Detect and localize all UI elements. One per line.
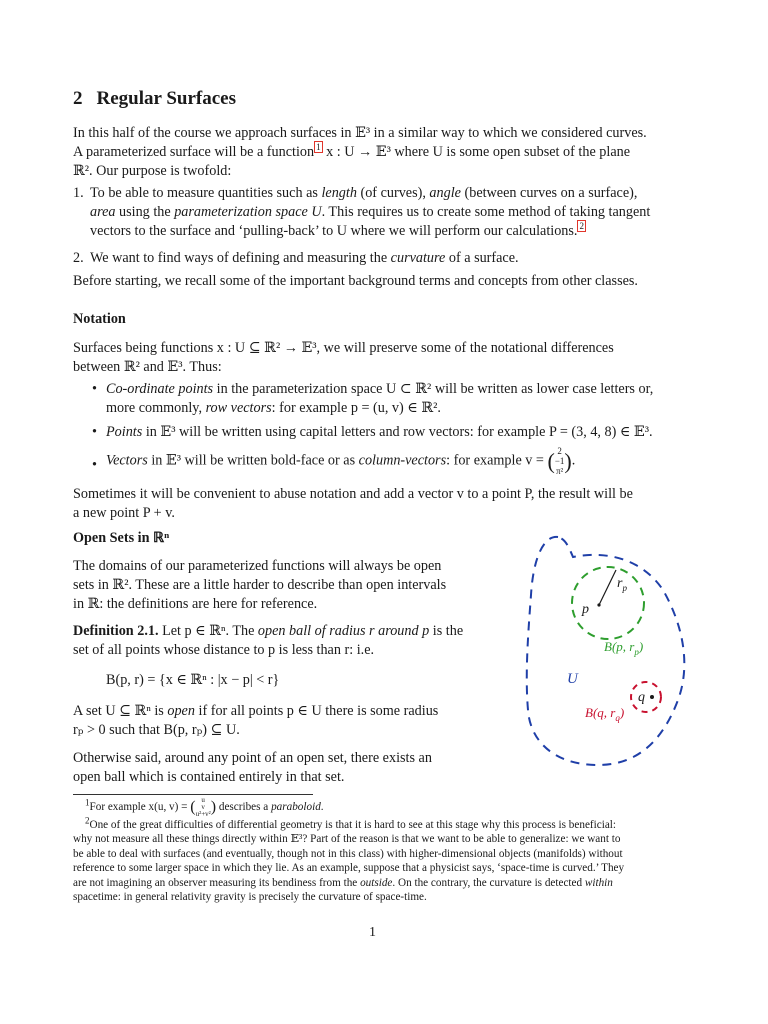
open-set-figure [513, 525, 693, 775]
f1-col-3: u²+v² [195, 810, 211, 818]
item2-curvature: curvature [390, 250, 446, 266]
label-Bq: B(q, $r_q$) [585, 705, 625, 723]
open-def-line-1 [73, 702, 473, 721]
label-U: U [567, 671, 578, 687]
open-def-line-2: rₚ > 0 such that B(p, rₚ) ⊆ U. [73, 722, 240, 738]
def-em: open ball of radius r around p [257, 623, 430, 639]
notation-paragraph [73, 339, 683, 377]
b2-a: in 𝔼³ will be written using capital letters and row vectors: for example P = (3, 4, 8) ∈ 𝔼³. [142, 424, 653, 440]
item1-area: area [90, 204, 116, 220]
point-q [650, 695, 654, 699]
left-paren: ( [547, 448, 555, 474]
col-entry-1: 2 [557, 446, 562, 456]
footnote-2 [73, 815, 683, 904]
label-rp: $r_p$ [617, 576, 627, 593]
abuse-line-1: Sometimes it will be convenient to abuse notation and add a vector v to a point P, the result will be [73, 486, 633, 502]
section-title [73, 88, 236, 110]
item-2-marker: 2. [73, 250, 84, 266]
bullet-icon: • [92, 381, 97, 397]
f1-b: describes a [216, 801, 272, 814]
label-p: p [582, 602, 589, 617]
definition-2-1 [73, 622, 473, 660]
open-line-1: The domains of our parameterized functions will always be open [73, 558, 442, 574]
item1-b: (of curves), [356, 185, 430, 201]
b3-a: in 𝔼³ will be written bold-face or as [147, 452, 359, 469]
item2-a: We want to find ways of defining and measuring the [90, 250, 391, 266]
f2-l5a: are not imagining an observer measuring its bendiness from the [73, 876, 361, 889]
open-def-em: open [167, 703, 195, 719]
b3-em: Vectors [106, 452, 148, 469]
f1-column-vector [196, 797, 211, 818]
item1-param: parameterization space U [174, 204, 322, 220]
f1-left-paren: ( [190, 798, 196, 816]
col-entry-3: π² [555, 466, 564, 476]
intro-closing: Before starting, we recall some of the important background terms and concepts from other classes. [73, 273, 638, 289]
f2-line-4: reference to some larger space in which they lie. As an example, suppose that a physicist says, ‘space-time is curved.’ They [73, 862, 625, 875]
item1-c: (between curves on a surface), [460, 185, 638, 201]
f1-right-paren: ) [210, 798, 217, 816]
footnote-2-mark: 2 [85, 815, 90, 826]
notation-bullet-2 [92, 423, 686, 442]
open-line-2: sets in ℝ². These are a little harder to describe than open intervals [73, 577, 447, 593]
intro-line-2 [73, 143, 683, 162]
def-label: Definition 2.1. [73, 623, 159, 639]
page-number: 1 [369, 925, 376, 940]
f2-l5em: outside [360, 876, 393, 889]
ball-B-q [631, 682, 661, 712]
right-paren: ) [564, 448, 572, 474]
point-p [597, 603, 600, 606]
b1-em: Co-ordinate points [106, 381, 214, 397]
footnote-rule [73, 794, 313, 795]
f2-line-3: be able to deal with surfaces (and eventually, though not in this class) with higher-dimensional objects (manifolds) without [73, 847, 623, 860]
label-q: q [638, 690, 645, 705]
section-title-text: Regular Surfaces [96, 88, 236, 109]
page [73, 0, 678, 1024]
f1-a: For example x(u, v) = [89, 801, 191, 814]
b3-em2: column-vectors [358, 452, 447, 469]
abuse-paragraph [73, 485, 683, 523]
item-1-marker: 1. [73, 185, 84, 201]
radius-rp [599, 570, 616, 605]
item1-length: length [321, 185, 357, 201]
column-vector [555, 446, 565, 476]
abuse-line-2: a new point P + v. [73, 505, 175, 521]
intro-paragraph [73, 124, 683, 181]
b2-em: Points [106, 424, 143, 440]
notation-line-2: between ℝ² and 𝔼³. Thus: [73, 359, 222, 375]
intro-line-2-a: A parameterized surface will be a function [73, 144, 315, 160]
purpose-list [73, 184, 685, 268]
def-line-2: set of all points whose distance to p is less than r: i.e. [73, 642, 375, 658]
notation-bullet-1 [92, 380, 686, 418]
bullet-1-line-1 [106, 380, 686, 399]
def-a: Let p ∈ ℝⁿ. The [158, 623, 258, 639]
bullet-1-line-2 [106, 399, 686, 418]
def-line-1 [73, 622, 473, 641]
notation-list [92, 380, 686, 476]
item1-e: . This requires us to create some method of taking tangent [321, 204, 651, 220]
bullet-icon: • [92, 457, 97, 473]
otherwise-line-2: open ball which is contained entirely in that set. [73, 769, 345, 785]
open-sets-heading: Open Sets in ℝⁿ [73, 530, 170, 546]
ball-formula: B(p, r) = {x ∈ ℝⁿ : |x − p| < r} [106, 672, 280, 688]
col-entry-2: −1 [554, 456, 565, 466]
purpose-item-2 [73, 249, 685, 268]
open-def-b: if for all points p ∈ U there is some radius [194, 703, 439, 719]
item2-b: of a surface. [445, 250, 519, 266]
bullet-2-line [106, 423, 686, 442]
intro-line-2-b: x : U → 𝔼³ where U is some open subset of the plane [322, 144, 631, 160]
notation-bullet-3 [92, 446, 686, 476]
f2-line-6: spacetime: in general relativity gravity is precisely the curvature of space-time. [73, 891, 427, 904]
section-number: 2 [73, 88, 83, 109]
b1-a: in the parameterization space U ⊂ ℝ² will be written as lower case letters or, [213, 381, 654, 397]
def-b: is the [429, 623, 464, 639]
item1-d: using the [115, 204, 175, 220]
open-def-a: A set U ⊆ ℝⁿ is [73, 703, 168, 719]
intro-line-3: ℝ². Our purpose is twofold: [73, 163, 232, 179]
f2-l1: One of the great difficulties of differential geometry is that it is hard to see at this stage why this process is beneficial: [89, 819, 616, 831]
notation-line-1: Surfaces being functions x : U ⊆ ℝ² → 𝔼³, we will preserve some of the notational differences [73, 340, 614, 356]
item1-a: To be able to measure quantities such as [90, 185, 322, 201]
f1-em: paraboloid [271, 801, 321, 814]
item-1-line-2 [90, 203, 685, 222]
item1-angle: angle [429, 185, 461, 201]
notation-heading: Notation [73, 311, 126, 327]
open-set-definition [73, 702, 473, 740]
footnote-1-link[interactable]: 1 [316, 142, 321, 153]
open-sets-paragraph [73, 557, 473, 614]
b1-c: : for example p = (u, v) ∈ ℝ². [271, 400, 441, 416]
bullet-3-line [106, 446, 686, 476]
f1-col-2: v [201, 803, 205, 811]
item-2-line [90, 249, 685, 268]
open-line-3: in ℝ: the definitions are here for reference. [73, 596, 318, 612]
f2-line-2: why not measure all these things directly within 𝔼³? Part of the reason is that we want to be able to generalize: we want to [73, 833, 621, 846]
f2-l5em2: within [584, 876, 613, 889]
b3-b: : for example v = [446, 452, 548, 469]
item-1-line-3 [90, 222, 685, 241]
label-Bp: B(p, $r_p$) [604, 639, 644, 657]
f2-line-1 [73, 815, 683, 832]
f1-end: . [320, 801, 324, 814]
otherwise-line-1: Otherwise said, around any point of an open set, there exists an [73, 750, 432, 766]
item1-f: vectors to the surface and ‘pulling-back’ to U where we will perform our calculations. [90, 223, 578, 239]
footnote-2-link[interactable]: 2 [579, 221, 584, 232]
item-1-line-1 [90, 184, 685, 203]
otherwise-paragraph [73, 749, 473, 787]
footnote-1 [85, 797, 685, 818]
intro-line-1: In this half of the course we approach surfaces in 𝔼³ in a similar way to which we considered curves. [73, 125, 647, 141]
f1-col-1: u [201, 796, 205, 804]
f2-l5b: . On the contrary, the curvature is detected [392, 876, 585, 889]
footnote-1-mark: 1 [85, 797, 90, 808]
f2-line-5 [73, 876, 683, 890]
b1-b: more commonly, [106, 400, 206, 416]
purpose-item-1 [73, 184, 685, 241]
b3-end: . [571, 452, 576, 469]
bullet-icon: • [92, 424, 97, 440]
b1-em2: row vectors [205, 400, 272, 416]
